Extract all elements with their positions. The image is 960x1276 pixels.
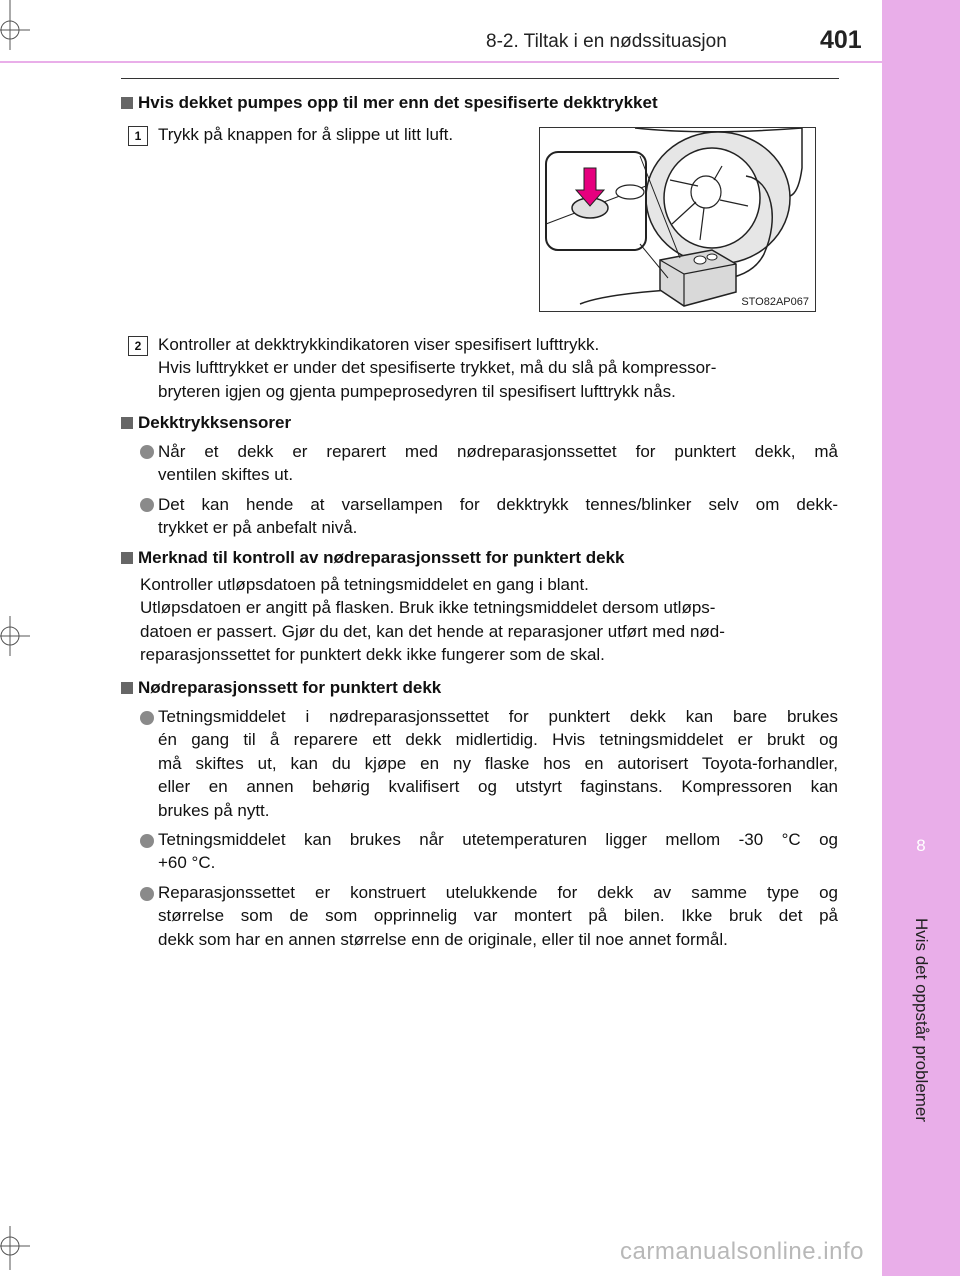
step-2-text: Kontroller at dekktrykkindikatoren viser spesifisert lufttrykk. Hvis lufttrykket er under det spesifiserte trykket, må du slå på kompressor- bryteren igjen og gjenta pumpeprosedyren til spesifisert lufttrykk nås. (158, 335, 717, 401)
heading-overinflated: Hvis dekket pumpes opp til mer enn det spesifiserte dekktrykket (121, 93, 658, 113)
repair-kit-bullet-2: Tetningsmiddelet kan brukes når utetemperaturen ligger mellom -30 °C og +60 °C. (158, 830, 838, 873)
bullet-icon (140, 887, 154, 901)
header-rule (0, 61, 882, 63)
bullet-icon (140, 445, 154, 459)
repair-kit-bullet-1: Tetningsmiddelet i nødreparasjonssettet for punktert dekk kan bare brukes én gang til å reparere ett dekk midlertidig. Hvis tetningsmiddelet er brukt og må skiftes ut, kan du kjøpe en ny flaske hos en autorisert Toyota-forhandler, eller en annen behørig kvalifisert og utstyrt faginstans. Kompressoren kan brukes på nytt. (158, 707, 838, 820)
figure-code: STO82AP067 (741, 296, 809, 308)
page-number: 401 (820, 26, 862, 54)
step-number-1: 1 (128, 126, 148, 146)
repair-kit-bullet-3: Reparasjonssettet er konstruert utelukkende for dekk av samme type og størrelse som de som opprinnelig var montert på bilen. Ikke bruk det på dekk som har en annen størrelse enn de originale, eller til noe annet formål. (158, 883, 838, 949)
content-rule (121, 78, 839, 79)
bullet-icon (140, 834, 154, 848)
chapter-number: 8 (916, 836, 926, 855)
step-1-text: Trykk på knappen for å slippe ut litt luft. (158, 125, 454, 144)
tpms-bullet-1: Når et dekk er reparert med nødreparasjonssettet for punktert dekk, må ventilen skiftes ut. (158, 442, 838, 485)
section-title: 8-2. Tiltak i en nødssituasjon (486, 31, 727, 52)
heading-repair-kit: Nødreparasjonssett for punktert dekk (121, 678, 441, 698)
kit-check-text: Kontroller utløpsdatoen på tetningsmiddelet en gang i blant. Utløpsdatoen er angitt på flasken. Bruk ikke tetningsmiddelet dersom utløps- datoen er passert. Gjør du det, kan det hende at reparasjoner utført med nød- reparasjonssettet for punktert dekk ikke fungerer som de skal. (140, 575, 725, 665)
tire-compressor-drawing (540, 128, 815, 311)
square-bullet-icon (121, 682, 133, 694)
heading-tpms: Dekktrykksensorer (121, 413, 291, 433)
watermark: carmanualsonline.info (620, 1238, 864, 1265)
square-bullet-icon (121, 97, 133, 109)
bullet-icon (140, 711, 154, 725)
step-number-2: 2 (128, 336, 148, 356)
square-bullet-icon (121, 552, 133, 564)
compressor-illustration (539, 127, 816, 312)
tpms-bullet-2: Det kan hende at varsellampen for dekktrykk tennes/blinker selv om dekk- trykket er på anbefalt nivå. (158, 495, 838, 538)
square-bullet-icon (121, 417, 133, 429)
bullet-icon (140, 498, 154, 512)
heading-kit-check: Merknad til kontroll av nødreparasjonssett for punktert dekk (121, 548, 625, 568)
